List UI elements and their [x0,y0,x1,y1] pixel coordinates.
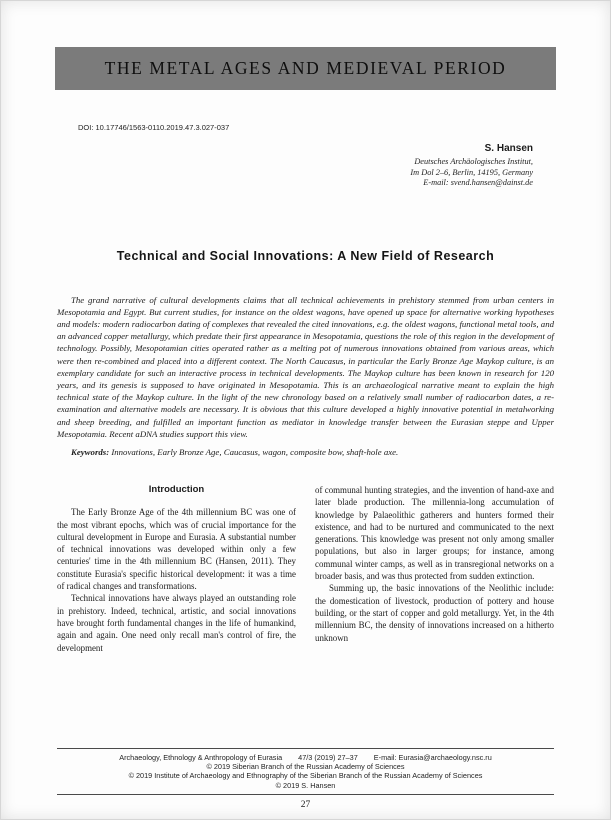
author-block [0,143,533,189]
abstract: The grand narrative of cultural developments claims that all technical achievements in prehistory stemmed from urban centers in Mesopotamia and Egypt. But current studies, for instance on the oldest wagons, have opened up space for alternative working hypotheses and models: modern radiocarbon dating of complexes that revealed the cited innovations, e.g. the oldest wagons, functional metal tools, and an advanced copper metallurgy, which predate their first appearance in Mesopotamia, questions the role of this region in the development of technology. Possibly, Mesopotamian cities operated rather as a melting pot of numerous innovations obtained from various areas, which were then re-combined and placed into a different context. The North Caucasus, in particular the Early Bronze Age Maykop culture, is an exemplary candidate for such an interactive process in technical developments. The Maykop culture has been known in research for 120 years, and its genesis is supposed to have originated in Mesopotamia. This is an archaeological narrative meant to explain the high technical state of the Maykop culture. In the light of the new chronology based on a relatively small number of radiocarbon dates, a re-examination and alternative models are necessary. It is obvious that this culture developed a highly innovative potential in metalworking and sheep breeding, and fulfilled an important function as mediator in knowledge transfer between the Eurasian steppe and Upper Mesopotamia. Recent aDNA studies support this view. [57,294,554,439]
body-paragraph: of communal hunting strategies, and the invention of hand-axe and later blade production. The millennia-long accumulation of knowledge by Palaeolithic gatherers and hunters formed their existence, and had to be nurtured and communicated to the next generations. This knowledge was present not only among smaller populations, but also in larger groups; for instance, among communal winter camps, as well as in transregional networks on a broader basis, and was thus protected from sudden extinction. [315,484,554,582]
page-number: 27 [300,799,311,810]
right-column [315,484,554,654]
journal-name: Archaeology, Ethnology & Anthropology of Eurasia [119,752,283,762]
article-title: Technical and Social Innovations: A New Field of Research [116,248,495,263]
keywords-label: Keywords: [71,446,110,457]
body-columns [57,484,554,654]
footer-rule-top [57,748,554,749]
affiliation-line: Im Dol 2–6, Berlin, 14195, Germany [410,167,533,177]
affiliation-line: Deutsches Archäologisches Institut, [414,157,533,166]
footer-rule-bottom [57,794,554,795]
journal-info-line [57,753,554,762]
keywords-list: Innovations, Early Bronze Age, Caucasus, wagon, composite bow, shaft-hole axe. [109,446,399,457]
section-heading-introduction: Introduction [148,483,205,495]
body-paragraph: Summing up, the basic innovations of the Neolithic include: the domestication of livestock, production of pottery and house building, or the start of copper and gold metallurgy. Yet, in the 4th millennium BC, the density of innovations increased on a hitherto unknown [315,583,554,643]
body-paragraph: Technical innovations have always played an outstanding role in prehistory. Indeed, technical, artistic, and social innovations have brought forth fundamental changes in the life of humankind, again and again. One need only recall man's control of fire, the development [57,593,296,653]
journal-email: E-mail: Eurasia@archaeology.nsc.ru [373,752,492,762]
issue-info: 47/3 (2019) 27–37 [298,752,358,762]
body-paragraph: The Early Bronze Age of the 4th millennium BC was one of the most vibrant epochs, which was of crucial importance for the cultural development in Europe and Eurasia. A substantial number of technical innovations was developed within only a few centuries' time in the 4th millennium BC (Hansen, 2011). They constitute Eurasia's specific historical development: it was a time of radical changes and transformations. [57,507,296,592]
author-name: S. Hansen [484,143,533,154]
keywords [57,447,554,457]
doi: DOI: 10.17746/1563-0110.2019.47.3.027-037 [78,123,230,132]
copyright-line: © 2019 Siberian Branch of the Russian Academy of Sciences [206,762,405,772]
left-column [57,484,296,654]
author-email: E-mail: svend.hansen@dainst.de [423,178,533,187]
copyright-line: © 2019 S. Hansen [275,780,336,790]
section-banner [55,47,556,90]
section-banner-title: THE METAL AGES AND MEDIEVAL PERIOD [104,58,507,78]
footer [57,748,554,810]
author-affiliation [0,157,533,189]
copyright-line: © 2019 Institute of Archaeology and Ethnography of the Siberian Branch of the Russian Academy of Sciences [128,771,483,781]
